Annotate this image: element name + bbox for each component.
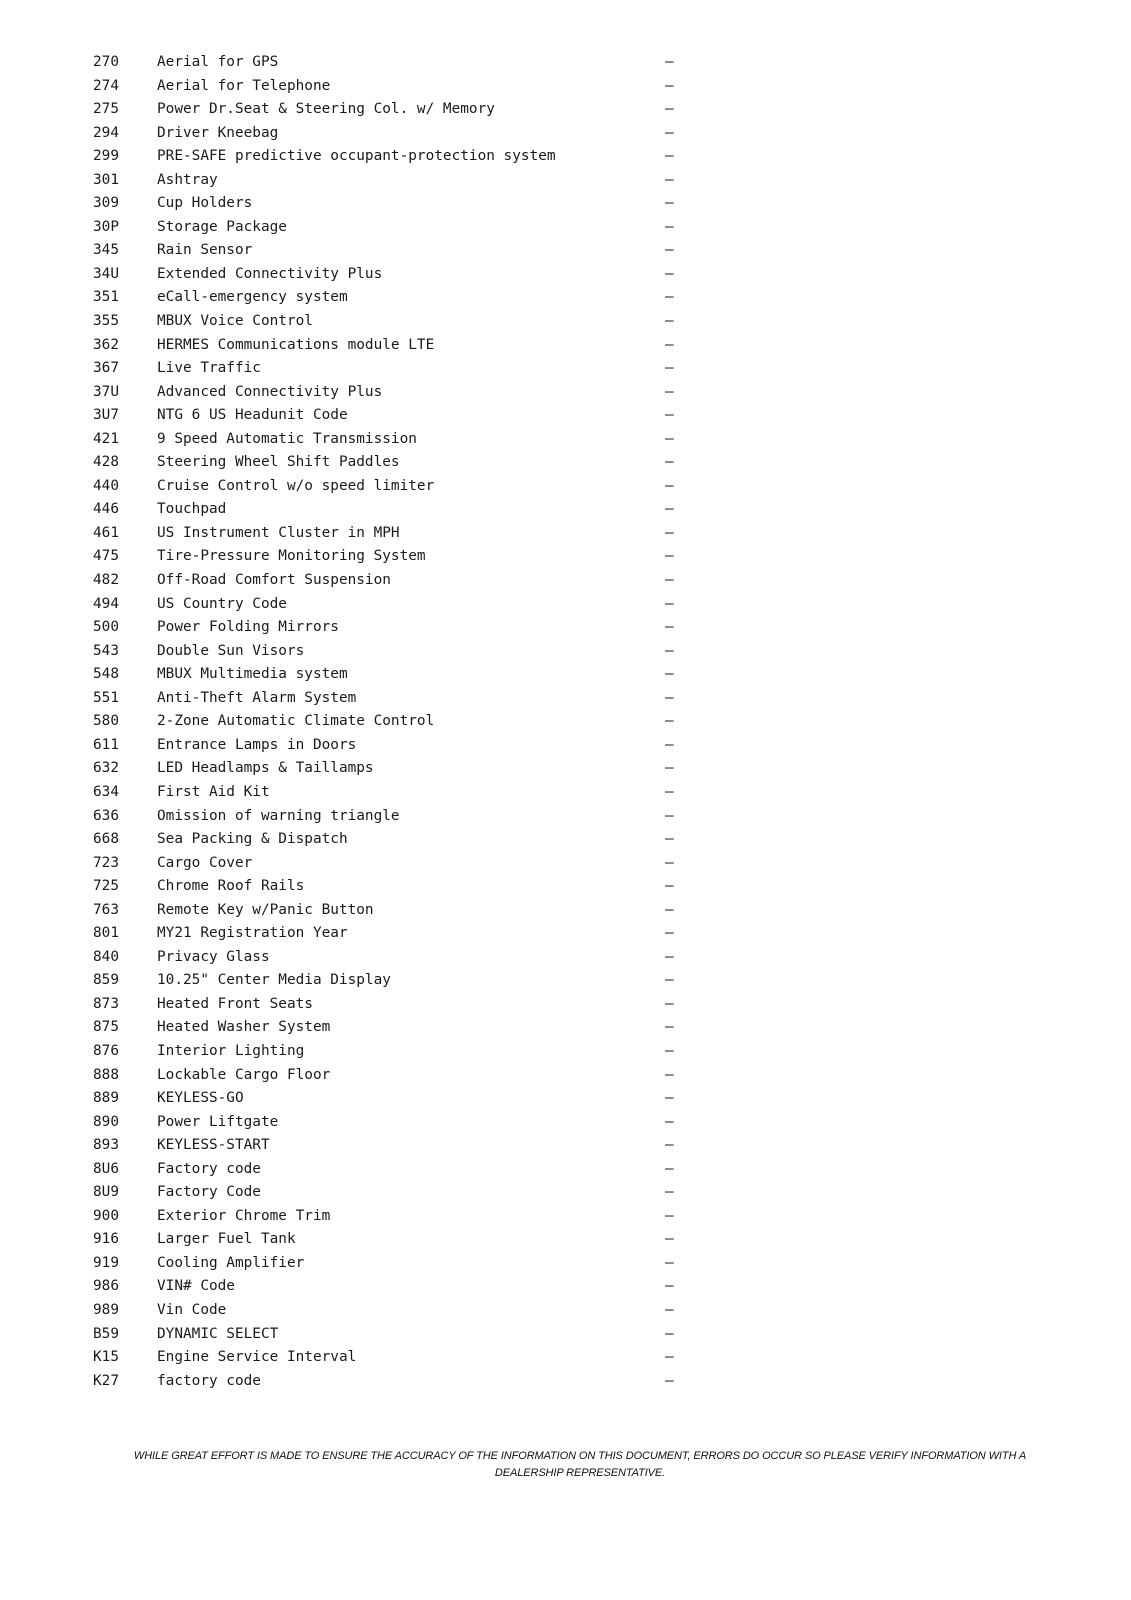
option-description: Vin Code bbox=[157, 1301, 227, 1318]
option-description: Double Sun Visors bbox=[157, 642, 305, 659]
option-code: 270 bbox=[93, 54, 119, 70]
option-description: Power Liftgate bbox=[157, 1113, 279, 1130]
option-code: 34U bbox=[93, 265, 119, 282]
option-description: MY21 Registration Year bbox=[157, 925, 348, 942]
option-description: KEYLESS-GO bbox=[157, 1090, 244, 1107]
option-row bbox=[93, 1016, 693, 1040]
option-description: PRE-SAFE predictive occupant-protection system bbox=[157, 148, 556, 165]
option-price: — bbox=[665, 171, 674, 188]
option-description: Cooling Amplifier bbox=[157, 1254, 305, 1271]
option-price: — bbox=[665, 1184, 674, 1201]
option-row bbox=[93, 1111, 693, 1135]
option-row bbox=[93, 687, 693, 711]
option-price: — bbox=[665, 218, 674, 235]
option-price: — bbox=[665, 524, 674, 541]
option-code: 461 bbox=[93, 524, 119, 541]
option-code: 636 bbox=[93, 807, 119, 824]
option-row bbox=[93, 216, 693, 240]
option-code: 893 bbox=[93, 1137, 119, 1154]
option-price: — bbox=[665, 736, 674, 753]
option-row bbox=[93, 286, 693, 310]
option-row bbox=[93, 569, 693, 593]
option-description: Lockable Cargo Floor bbox=[157, 1066, 331, 1083]
option-price: — bbox=[665, 878, 674, 895]
option-row bbox=[93, 663, 693, 687]
option-price: — bbox=[665, 1019, 674, 1036]
option-row bbox=[93, 1040, 693, 1064]
option-code: 446 bbox=[93, 501, 119, 518]
option-code: 3U7 bbox=[93, 407, 119, 424]
option-price: — bbox=[665, 101, 674, 118]
options-list bbox=[93, 51, 693, 1393]
option-description: Interior Lighting bbox=[157, 1042, 305, 1059]
option-description: Exterior Chrome Trim bbox=[157, 1207, 331, 1224]
option-price: — bbox=[665, 642, 674, 659]
option-code: 859 bbox=[93, 972, 119, 989]
option-code: 362 bbox=[93, 336, 119, 353]
option-code: K15 bbox=[93, 1349, 119, 1366]
option-price: — bbox=[665, 995, 674, 1012]
option-description: Tire-Pressure Monitoring System bbox=[157, 548, 426, 565]
option-price: — bbox=[665, 1090, 674, 1107]
option-code: 632 bbox=[93, 760, 119, 777]
option-description: KEYLESS-START bbox=[157, 1137, 270, 1154]
option-row bbox=[93, 1275, 693, 1299]
option-row bbox=[93, 969, 693, 993]
option-row bbox=[93, 922, 693, 946]
option-code: 875 bbox=[93, 1019, 119, 1036]
option-code: 668 bbox=[93, 831, 119, 848]
option-description: Anti-Theft Alarm System bbox=[157, 689, 357, 706]
option-description: Engine Service Interval bbox=[157, 1349, 357, 1366]
option-code: 916 bbox=[93, 1231, 119, 1248]
option-price: — bbox=[665, 407, 674, 424]
option-code: 482 bbox=[93, 572, 119, 589]
option-code: B59 bbox=[93, 1325, 119, 1342]
option-description: Remote Key w/Panic Button bbox=[157, 901, 374, 918]
option-price: — bbox=[665, 148, 674, 165]
option-row bbox=[93, 1181, 693, 1205]
option-description: Ashtray bbox=[157, 171, 218, 188]
option-row bbox=[93, 357, 693, 381]
option-description: Power Folding Mirrors bbox=[157, 619, 339, 636]
option-code: 440 bbox=[93, 477, 119, 494]
option-description: Cargo Cover bbox=[157, 854, 253, 871]
option-price: — bbox=[665, 1231, 674, 1248]
option-row bbox=[93, 616, 693, 640]
option-code: 37U bbox=[93, 383, 119, 400]
option-row bbox=[93, 1064, 693, 1088]
option-price: — bbox=[665, 807, 674, 824]
option-price: — bbox=[665, 689, 674, 706]
option-row bbox=[93, 852, 693, 876]
option-row bbox=[93, 1158, 693, 1182]
option-price: — bbox=[665, 948, 674, 965]
disclaimer bbox=[100, 1448, 1060, 1482]
option-row bbox=[93, 1299, 693, 1323]
option-row bbox=[93, 428, 693, 452]
option-description: Live Traffic bbox=[157, 360, 261, 377]
option-code: 30P bbox=[93, 218, 119, 235]
option-description: Rain Sensor bbox=[157, 242, 253, 259]
option-price: — bbox=[665, 289, 674, 306]
option-row bbox=[93, 1323, 693, 1347]
option-description: 2-Zone Automatic Climate Control bbox=[157, 713, 435, 730]
option-code: 309 bbox=[93, 195, 119, 212]
option-price: — bbox=[665, 666, 674, 683]
option-code: 580 bbox=[93, 713, 119, 730]
option-row bbox=[93, 1346, 693, 1370]
option-row bbox=[93, 169, 693, 193]
option-code: 989 bbox=[93, 1301, 119, 1318]
option-price: — bbox=[665, 1137, 674, 1154]
option-description: Chrome Roof Rails bbox=[157, 878, 305, 895]
option-code: 725 bbox=[93, 878, 119, 895]
option-description: Cup Holders bbox=[157, 195, 253, 212]
option-description: Privacy Glass bbox=[157, 948, 270, 965]
option-price: — bbox=[665, 430, 674, 447]
option-price: — bbox=[665, 1278, 674, 1295]
option-description: DYNAMIC SELECT bbox=[157, 1325, 279, 1342]
option-row bbox=[93, 828, 693, 852]
option-price: — bbox=[665, 1113, 674, 1130]
option-description: US Instrument Cluster in MPH bbox=[157, 524, 400, 541]
option-price: — bbox=[665, 1160, 674, 1177]
option-price: — bbox=[665, 242, 674, 259]
option-price: — bbox=[665, 595, 674, 612]
option-row bbox=[93, 781, 693, 805]
option-code: 890 bbox=[93, 1113, 119, 1130]
option-price: — bbox=[665, 77, 674, 94]
option-row bbox=[93, 1134, 693, 1158]
option-code: 611 bbox=[93, 736, 119, 753]
option-code: 355 bbox=[93, 313, 119, 330]
option-row bbox=[93, 334, 693, 358]
option-price: — bbox=[665, 336, 674, 353]
option-row bbox=[93, 757, 693, 781]
option-code: 986 bbox=[93, 1278, 119, 1295]
option-price: — bbox=[665, 501, 674, 518]
option-row bbox=[93, 545, 693, 569]
option-description: VIN# Code bbox=[157, 1278, 235, 1295]
option-code: 274 bbox=[93, 77, 119, 94]
option-description: MBUX Multimedia system bbox=[157, 666, 348, 683]
option-description: Driver Kneebag bbox=[157, 124, 279, 141]
option-row bbox=[93, 1205, 693, 1229]
option-description: Power Dr.Seat & Steering Col. w/ Memory bbox=[157, 101, 495, 118]
option-code: 801 bbox=[93, 925, 119, 942]
option-description: Cruise Control w/o speed limiter bbox=[157, 477, 435, 494]
option-row bbox=[93, 381, 693, 405]
option-code: 351 bbox=[93, 289, 119, 306]
option-row bbox=[93, 1370, 693, 1394]
option-description: factory code bbox=[157, 1372, 261, 1389]
option-price: — bbox=[665, 383, 674, 400]
option-row bbox=[93, 310, 693, 334]
option-code: K27 bbox=[93, 1372, 119, 1389]
option-description: Sea Packing & Dispatch bbox=[157, 831, 348, 848]
option-description: Steering Wheel Shift Paddles bbox=[157, 454, 400, 471]
option-price: — bbox=[665, 854, 674, 871]
option-row bbox=[93, 239, 693, 263]
option-row bbox=[93, 98, 693, 122]
option-description: Heated Front Seats bbox=[157, 995, 313, 1012]
option-code: 548 bbox=[93, 666, 119, 683]
option-code: 299 bbox=[93, 148, 119, 165]
option-row bbox=[93, 1252, 693, 1276]
option-price: — bbox=[665, 1066, 674, 1083]
option-row bbox=[93, 498, 693, 522]
option-price: — bbox=[665, 831, 674, 848]
option-row bbox=[93, 899, 693, 923]
option-row bbox=[93, 1087, 693, 1111]
option-code: 301 bbox=[93, 171, 119, 188]
option-code: 723 bbox=[93, 854, 119, 871]
option-description: Off-Road Comfort Suspension bbox=[157, 572, 391, 589]
option-price: — bbox=[665, 265, 674, 282]
option-description: NTG 6 US Headunit Code bbox=[157, 407, 348, 424]
option-code: 919 bbox=[93, 1254, 119, 1271]
option-code: 475 bbox=[93, 548, 119, 565]
option-price: — bbox=[665, 54, 674, 70]
option-description: Heated Washer System bbox=[157, 1019, 331, 1036]
option-price: — bbox=[665, 1254, 674, 1271]
option-description: Larger Fuel Tank bbox=[157, 1231, 296, 1248]
option-price: — bbox=[665, 783, 674, 800]
option-price: — bbox=[665, 195, 674, 212]
disclaimer-line-2: DEALERSHIP REPRESENTATIVE. bbox=[494, 1467, 666, 1479]
option-price: — bbox=[665, 548, 674, 565]
option-code: 367 bbox=[93, 360, 119, 377]
option-description: Entrance Lamps in Doors bbox=[157, 736, 357, 753]
option-price: — bbox=[665, 572, 674, 589]
option-row bbox=[93, 51, 693, 75]
option-code: 294 bbox=[93, 124, 119, 141]
option-description: Extended Connectivity Plus bbox=[157, 265, 383, 282]
option-row bbox=[93, 734, 693, 758]
option-price: — bbox=[665, 972, 674, 989]
option-code: 494 bbox=[93, 595, 119, 612]
option-price: — bbox=[665, 760, 674, 777]
option-description: 10.25" Center Media Display bbox=[157, 972, 391, 989]
option-row bbox=[93, 1228, 693, 1252]
option-description: Factory Code bbox=[157, 1184, 261, 1201]
option-row bbox=[93, 993, 693, 1017]
option-code: 763 bbox=[93, 901, 119, 918]
option-description: Omission of warning triangle bbox=[157, 807, 400, 824]
option-description: MBUX Voice Control bbox=[157, 313, 313, 330]
option-price: — bbox=[665, 313, 674, 330]
disclaimer-line-1: WHILE GREAT EFFORT IS MADE TO ENSURE THE ACCURACY OF THE INFORMATION ON THIS DOCUMENT, ERRORS DO OCCUR SO PLEASE VERIFY INFORMATION WITH A bbox=[133, 1450, 1027, 1462]
option-row bbox=[93, 122, 693, 146]
option-description: Aerial for Telephone bbox=[157, 77, 331, 94]
option-row bbox=[93, 145, 693, 169]
option-price: — bbox=[665, 1349, 674, 1366]
option-description: Storage Package bbox=[157, 218, 287, 235]
option-description: Aerial for GPS bbox=[157, 54, 279, 70]
option-code: 634 bbox=[93, 783, 119, 800]
option-code: 551 bbox=[93, 689, 119, 706]
option-price: — bbox=[665, 477, 674, 494]
option-price: — bbox=[665, 1207, 674, 1224]
option-code: 889 bbox=[93, 1090, 119, 1107]
option-price: — bbox=[665, 1301, 674, 1318]
option-code: 421 bbox=[93, 430, 119, 447]
option-row bbox=[93, 522, 693, 546]
option-description: HERMES Communications module LTE bbox=[157, 336, 435, 353]
option-code: 873 bbox=[93, 995, 119, 1012]
option-code: 900 bbox=[93, 1207, 119, 1224]
option-price: — bbox=[665, 619, 674, 636]
option-row bbox=[93, 640, 693, 664]
option-code: 8U6 bbox=[93, 1160, 119, 1177]
option-description: US Country Code bbox=[157, 595, 287, 612]
option-description: Touchpad bbox=[157, 501, 227, 518]
option-row bbox=[93, 475, 693, 499]
option-price: — bbox=[665, 1042, 674, 1059]
option-description: Advanced Connectivity Plus bbox=[157, 383, 383, 400]
option-price: — bbox=[665, 1325, 674, 1342]
option-row bbox=[93, 192, 693, 216]
option-row bbox=[93, 404, 693, 428]
option-code: 275 bbox=[93, 101, 119, 118]
option-row bbox=[93, 946, 693, 970]
option-price: — bbox=[665, 713, 674, 730]
option-code: 8U9 bbox=[93, 1184, 119, 1201]
option-description: eCall-emergency system bbox=[157, 289, 348, 306]
option-description: First Aid Kit bbox=[157, 783, 270, 800]
option-row bbox=[93, 263, 693, 287]
option-price: — bbox=[665, 360, 674, 377]
option-row bbox=[93, 451, 693, 475]
option-row bbox=[93, 805, 693, 829]
option-price: — bbox=[665, 1372, 674, 1389]
option-code: 428 bbox=[93, 454, 119, 471]
option-row bbox=[93, 593, 693, 617]
option-code: 840 bbox=[93, 948, 119, 965]
option-price: — bbox=[665, 124, 674, 141]
option-row bbox=[93, 875, 693, 899]
option-row bbox=[93, 710, 693, 734]
option-price: — bbox=[665, 925, 674, 942]
option-code: 876 bbox=[93, 1042, 119, 1059]
option-description: LED Headlamps & Taillamps bbox=[157, 760, 374, 777]
option-description: 9 Speed Automatic Transmission bbox=[157, 430, 417, 447]
option-code: 500 bbox=[93, 619, 119, 636]
option-code: 888 bbox=[93, 1066, 119, 1083]
option-code: 345 bbox=[93, 242, 119, 259]
option-code: 543 bbox=[93, 642, 119, 659]
option-description: Factory code bbox=[157, 1160, 261, 1177]
option-price: — bbox=[665, 454, 674, 471]
option-row bbox=[93, 75, 693, 99]
option-price: — bbox=[665, 901, 674, 918]
